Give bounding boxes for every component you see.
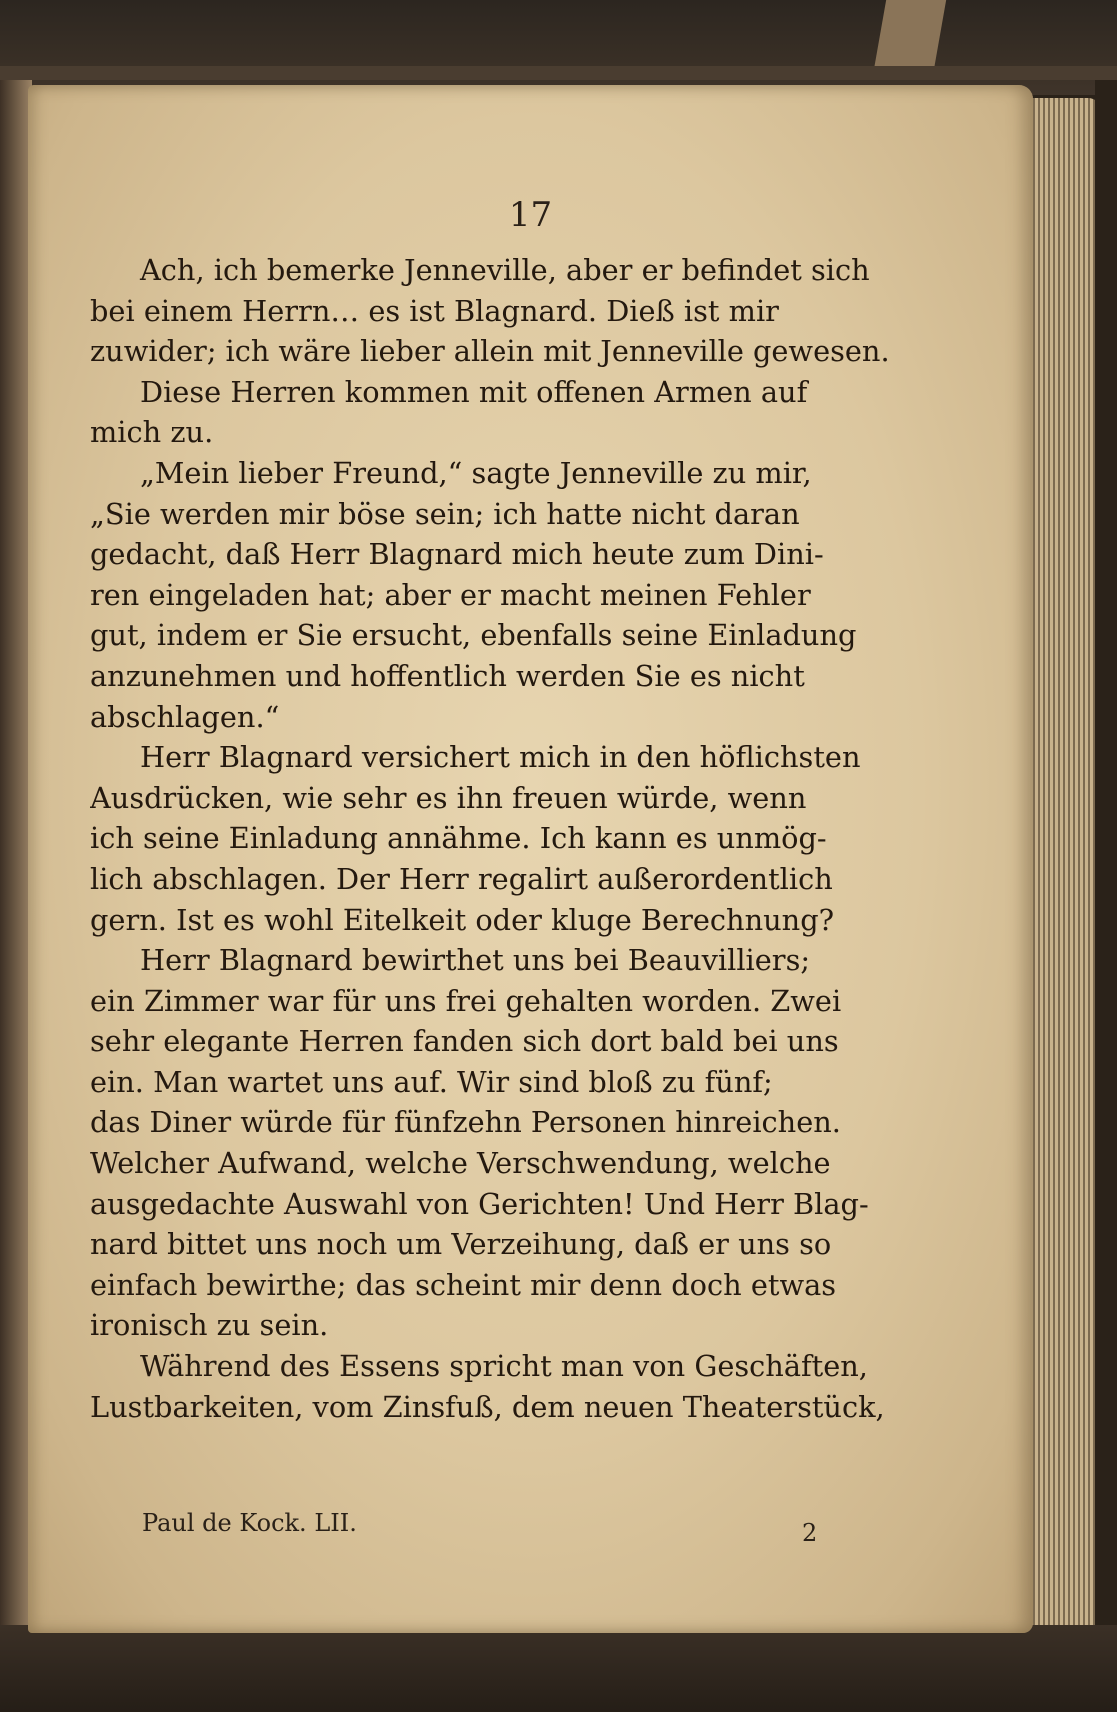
text-line: abschlagen.“	[90, 699, 280, 734]
book-cover-right	[1095, 80, 1117, 1680]
text-line: anzunehmen und hoffentlich werden Sie es nicht	[90, 658, 805, 693]
text-line: Herr Blagnard bewirthet uns bei Beauvilliers;	[140, 943, 811, 978]
text-line: ein Zimmer war für uns frei gehalten worden. Zwei	[90, 983, 842, 1018]
text-line: gern. Ist es wohl Eitelkeit oder kluge Berechnung?	[90, 902, 835, 937]
book-cover-bottom	[0, 1625, 1117, 1712]
body-text	[90, 250, 890, 1427]
text-line: lich abschlagen. Der Herr regalirt außerordentlich	[90, 861, 833, 896]
text-line: Ach, ich bemerke Jenneville, aber er befindet sich	[140, 253, 870, 287]
text-line: Diese Herren kommen mit offenen Armen auf	[140, 374, 808, 409]
text-line: „Mein lieber Freund,“ sagte Jenneville zu mir,	[140, 455, 812, 490]
page-number: 17	[508, 195, 553, 235]
text-line: nard bittet uns noch um Verzeihung, daß er uns so	[90, 1227, 832, 1262]
text-line: gut, indem er Sie ersucht, ebenfalls seine Einladung	[90, 618, 857, 653]
text-line: mich zu.	[90, 415, 214, 450]
text-line: bei einem Herrn… es ist Blagnard. Dieß ist mir	[90, 293, 779, 328]
text-line: ironisch zu sein.	[90, 1308, 329, 1343]
sheet-number: 2	[802, 1519, 818, 1547]
text-line: Lustbarkeiten, vom Zinsfuß, dem neuen Theaterstück,	[90, 1389, 885, 1424]
text-line: Ausdrücken, wie sehr es ihn freuen würde, wenn	[90, 780, 807, 815]
text-line: sehr elegante Herren fanden sich dort bald bei uns	[90, 1024, 839, 1059]
book-cover-top	[0, 0, 1117, 95]
cover-edge	[0, 66, 1117, 80]
text-line: zuwider; ich wäre lieber allein mit Jenneville gewesen.	[90, 334, 890, 369]
signature-mark: Paul de Kock. LII.	[142, 1509, 357, 1537]
book-page	[28, 85, 1033, 1633]
text-line: „Sie werden mir böse sein; ich hatte nicht daran	[90, 496, 800, 531]
text-line: Welcher Aufwand, welche Verschwendung, welche	[90, 1146, 831, 1181]
text-line: Während des Essens spricht man von Geschäften,	[140, 1349, 868, 1384]
text-line: gedacht, daß Herr Blagnard mich heute zum Dini-	[90, 537, 824, 572]
text-line: ein. Man wartet uns auf. Wir sind bloß zu fünf;	[90, 1064, 773, 1099]
text-line: ausgedachte Auswahl von Gerichten! Und Herr Blag-	[90, 1186, 869, 1221]
text-line: Herr Blagnard versichert mich in den höflichsten	[140, 740, 861, 775]
text-line: das Diner würde für fünfzehn Personen hinreichen.	[90, 1105, 841, 1140]
text-line: ich seine Einladung annähme. Ich kann es unmög-	[90, 821, 827, 856]
bookmark-tab	[874, 0, 946, 70]
text-line: einfach bewirthe; das scheint mir denn doch etwas	[90, 1267, 837, 1302]
text-line: ren eingeladen hat; aber er macht meinen Fehler	[90, 577, 811, 612]
